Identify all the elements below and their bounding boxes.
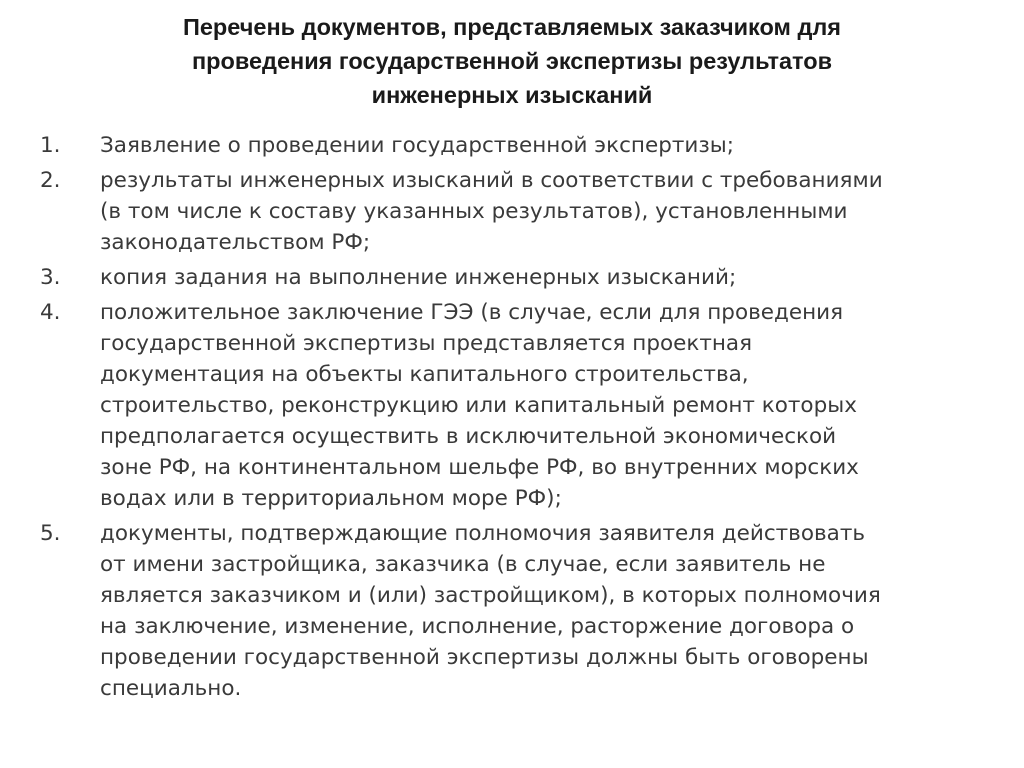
item-number: 5. bbox=[40, 521, 61, 546]
slide-title bbox=[60, 10, 964, 112]
item-text-line: документы, подтверждающие полномочия заявителя действовать bbox=[100, 521, 866, 546]
list-item bbox=[40, 297, 1000, 514]
item-text-line: документация на объекты капитального строительства, bbox=[100, 362, 749, 387]
list-item bbox=[40, 518, 1000, 704]
item-number: 1. bbox=[40, 133, 61, 158]
item-text-line: государственной экспертизы представляется проектная bbox=[100, 331, 753, 356]
item-text-line: зоне РФ, на континентальном шельфе РФ, во внутренних морских bbox=[100, 455, 859, 480]
item-number: 4. bbox=[40, 300, 61, 325]
item-text-line: водах или в территориальном море РФ); bbox=[100, 486, 562, 511]
list-item bbox=[40, 262, 1000, 293]
list-item bbox=[40, 130, 1000, 161]
item-text-line: на заключение, изменение, исполнение, расторжение договора о bbox=[100, 614, 855, 639]
title-line: инженерных изысканий bbox=[371, 82, 653, 108]
item-text-line: специально. bbox=[100, 676, 242, 701]
title-line: Перечень документов, представляемых заказчиком для bbox=[182, 14, 842, 40]
item-text-line: копия задания на выполнение инженерных изысканий; bbox=[100, 265, 737, 290]
item-text-line: Заявление о проведении государственной экспертизы; bbox=[100, 133, 734, 158]
item-number: 2. bbox=[40, 168, 61, 193]
list-item bbox=[40, 165, 1000, 258]
item-text-line: является заказчиком и (или) застройщиком), в которых полномочия bbox=[100, 583, 881, 608]
item-text-line: проведении государственной экспертизы должны быть оговорены bbox=[100, 645, 869, 670]
item-text-line: от имени застройщика, заказчика (в случае, если заявитель не bbox=[100, 552, 826, 577]
item-text-line: предполагается осуществить в исключительной экономической bbox=[100, 424, 837, 449]
item-text-line: законодательством РФ; bbox=[100, 230, 371, 255]
item-text-line: результаты инженерных изысканий в соответствии с требованиями bbox=[100, 168, 883, 193]
item-text-line: положительное заключение ГЭЭ (в случае, если для проведения bbox=[100, 300, 844, 325]
title-line: проведения государственной экспертизы результатов bbox=[191, 48, 833, 74]
item-number: 3. bbox=[40, 265, 61, 290]
item-text-line: строительство, реконструкцию или капитальный ремонт которых bbox=[100, 393, 857, 418]
item-text-line: (в том числе к составу указанных результатов), установленными bbox=[100, 199, 848, 224]
document-list bbox=[40, 130, 1000, 708]
